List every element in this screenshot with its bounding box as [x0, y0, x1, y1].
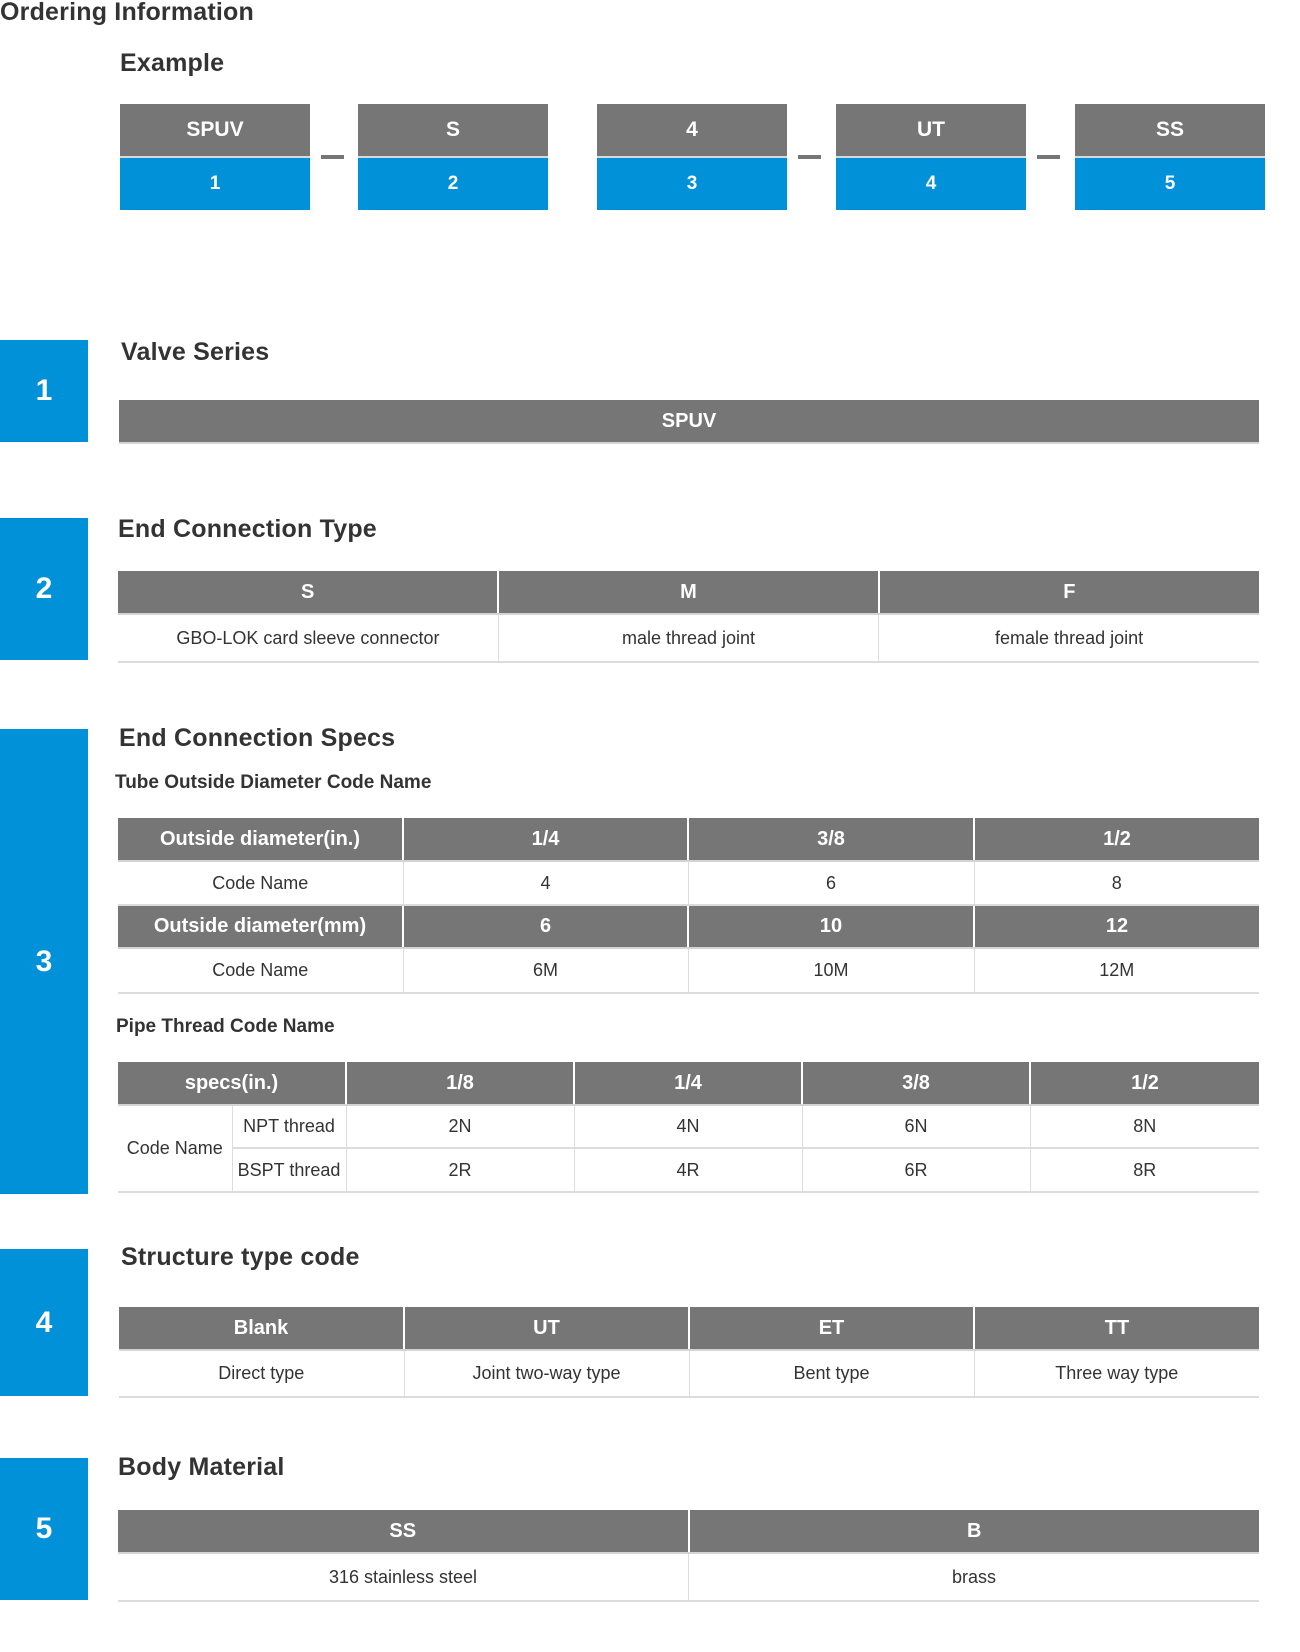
- example-code-box-5: [1075, 104, 1265, 210]
- table-header-cell: Blank: [119, 1307, 404, 1350]
- section-number-badge: 2: [0, 518, 88, 660]
- table-header-cell: specs(in.): [118, 1062, 346, 1105]
- table-cell: brass: [689, 1553, 1260, 1601]
- tube-od-table: [118, 818, 1259, 994]
- pipe-thread-table: [118, 1062, 1259, 1193]
- example-code: S: [358, 104, 548, 156]
- table-cell: male thread joint: [498, 614, 878, 662]
- table-cell: Three way type: [974, 1350, 1259, 1397]
- table-header-cell: SS: [118, 1510, 689, 1553]
- section-number-badge: 3: [0, 729, 88, 1194]
- table-cell: Joint two-way type: [404, 1350, 689, 1397]
- valve-series-table: [119, 400, 1259, 444]
- table-cell: 4N: [574, 1105, 802, 1148]
- table-header-cell: TT: [974, 1307, 1259, 1350]
- example-code: SS: [1075, 104, 1265, 156]
- table-cell: BSPT thread: [232, 1148, 346, 1192]
- table-cell: 10M: [688, 948, 974, 993]
- table-header-cell: 12: [974, 905, 1259, 948]
- table-header-cell: UT: [404, 1307, 689, 1350]
- end-connection-type-table: [118, 571, 1259, 663]
- section-number-badge: 5: [0, 1458, 88, 1600]
- table-cell: female thread joint: [879, 614, 1259, 662]
- table-cell: NPT thread: [232, 1105, 346, 1148]
- table-header-cell: M: [498, 571, 878, 614]
- table-cell: 6N: [802, 1105, 1030, 1148]
- example-code-box-2: [358, 104, 548, 210]
- table-cell: Code Name: [118, 948, 403, 993]
- structure-type-table: [119, 1307, 1259, 1398]
- example-position: 2: [358, 158, 548, 210]
- table-cell: 12M: [974, 948, 1259, 993]
- table-header-cell: 1/4: [403, 818, 688, 861]
- table-cell: Bent type: [689, 1350, 974, 1397]
- section-heading: Valve Series: [121, 338, 270, 366]
- table-cell: Code Name: [118, 1105, 232, 1192]
- example-code-box-4: [836, 104, 1026, 210]
- table-cell: 6: [688, 861, 974, 905]
- table-header-cell: 1/4: [574, 1062, 802, 1105]
- dash-separator: [1037, 155, 1060, 159]
- table-cell: 6M: [403, 948, 688, 993]
- table-header-cell: Outside diameter(mm): [118, 905, 403, 948]
- example-position: 3: [597, 158, 787, 210]
- table-header-cell: Outside diameter(in.): [118, 818, 403, 861]
- table-header-cell: 1/2: [974, 818, 1259, 861]
- section-heading: End Connection Specs: [119, 724, 396, 752]
- table-cell: 8: [974, 861, 1259, 905]
- valve-series-value: SPUV: [119, 400, 1259, 443]
- section-heading: Body Material: [118, 1453, 285, 1481]
- table-cell: 4: [403, 861, 688, 905]
- table-cell: Direct type: [119, 1350, 404, 1397]
- table-header-cell: B: [689, 1510, 1260, 1553]
- table-cell: 8R: [1030, 1148, 1259, 1192]
- example-position: 4: [836, 158, 1026, 210]
- table-cell: GBO-LOK card sleeve connector: [118, 614, 498, 662]
- table-header-cell: F: [879, 571, 1259, 614]
- example-code-box-1: [120, 104, 310, 210]
- section-heading: End Connection Type: [118, 515, 377, 543]
- table-cell: Code Name: [118, 861, 403, 905]
- table-header-cell: 6: [403, 905, 688, 948]
- table-cell: 2R: [346, 1148, 574, 1192]
- section-heading: Structure type code: [121, 1243, 360, 1271]
- table-cell: 6R: [802, 1148, 1030, 1192]
- table-header-cell: ET: [689, 1307, 974, 1350]
- table-header-cell: 3/8: [688, 818, 974, 861]
- table-header-cell: 3/8: [802, 1062, 1030, 1105]
- body-material-table: [118, 1510, 1259, 1602]
- pipe-thread-heading: Pipe Thread Code Name: [116, 1016, 335, 1037]
- example-position: 1: [120, 158, 310, 210]
- example-heading: Example: [120, 49, 225, 77]
- example-code: SPUV: [120, 104, 310, 156]
- table-header-cell: S: [118, 571, 498, 614]
- page-title: Ordering Information: [0, 0, 254, 26]
- table-cell: 2N: [346, 1105, 574, 1148]
- table-cell: 316 stainless steel: [118, 1553, 689, 1601]
- table-cell: 8N: [1030, 1105, 1259, 1148]
- example-code: UT: [836, 104, 1026, 156]
- dash-separator: [798, 155, 821, 159]
- tube-od-heading: Tube Outside Diameter Code Name: [115, 772, 432, 793]
- table-header-cell: 1/2: [1030, 1062, 1259, 1105]
- example-code-box-3: [597, 104, 787, 210]
- dash-separator: [321, 155, 344, 159]
- table-cell: 4R: [574, 1148, 802, 1192]
- section-number-badge: 1: [0, 340, 88, 442]
- table-header-cell: 10: [688, 905, 974, 948]
- example-position: 5: [1075, 158, 1265, 210]
- example-code: 4: [597, 104, 787, 156]
- section-number-badge: 4: [0, 1249, 88, 1396]
- table-header-cell: 1/8: [346, 1062, 574, 1105]
